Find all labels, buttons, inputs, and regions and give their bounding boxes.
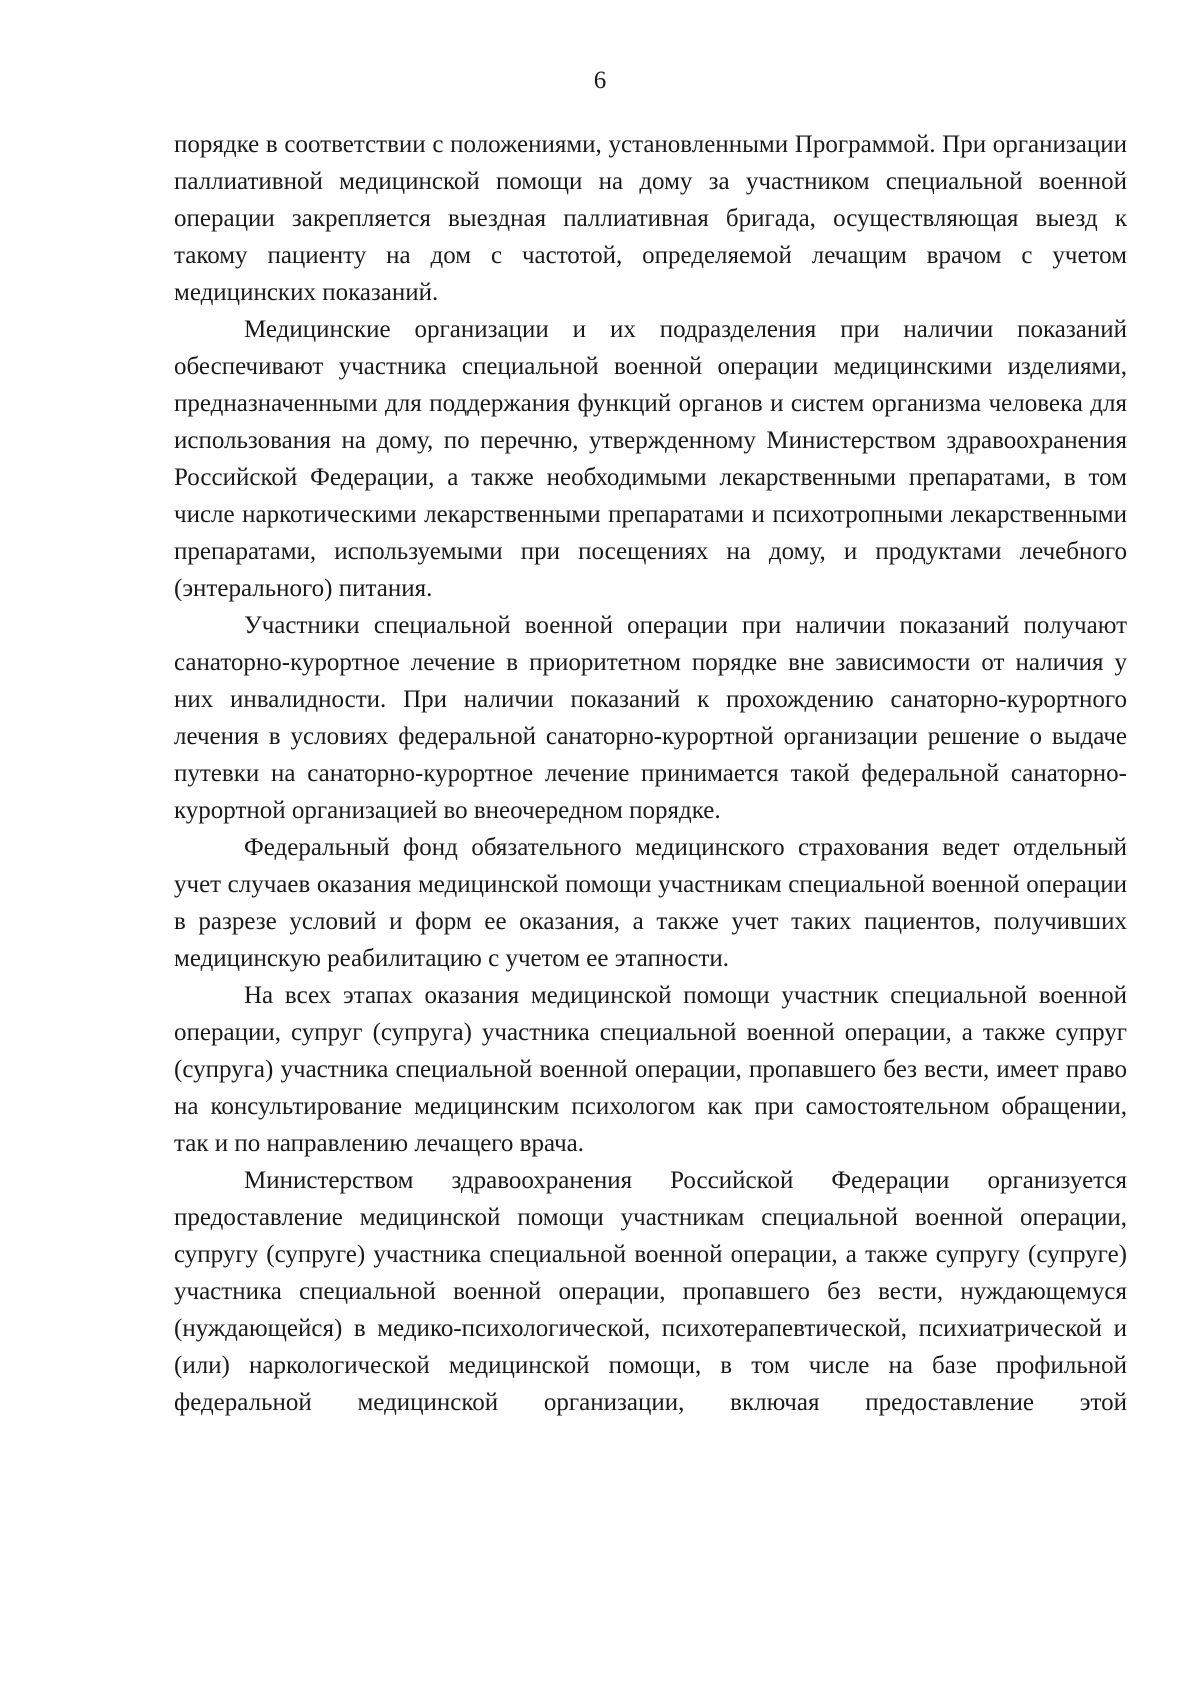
paragraph-1: порядке в соответствии с положениями, установленными Программой. При организации паллиативной медицинской помощи на дому за участником специальной военной операции закрепляется выездная паллиативная бригада, осуществляющая выезд к такому пациенту на дом с частотой, определяемой лечащим врачом с учетом медицинских показаний. — [174, 131, 1127, 306]
document-body — [174, 126, 1127, 1421]
paragraph-4: Федеральный фонд обязательного медицинского страхования ведет отдельный учет случаев оказания медицинской помощи участникам специальной военной операции в разрезе условий и форм ее оказания, а также учет таких пациентов, получивших медицинскую реабилитацию с учетом ее этапности. — [174, 834, 1127, 972]
page-number: 6 — [593, 67, 607, 94]
paragraph-2: Медицинские организации и их подразделения при наличии показаний обеспечивают участника специальной военной операции медицинскими изделиями, предназначенными для поддержания функций органов и систем организма человека для использования на дому, по перечню, утвержденному Министерством здравоохранения Российской Федерации, а также необходимыми лекарственными препаратами, в том числе наркотическими лекарственными препаратами и психотропными лекарственными препаратами, используемыми при посещениях на дому, и продуктами лечебного (энтерального) питания. — [174, 316, 1127, 602]
paragraph-3: Участники специальной военной операции при наличии показаний получают санаторно-курортное лечение в приоритетном порядке вне зависимости от наличия у них инвалидности. При наличии показаний к прохождению санаторно-курортного лечения в условиях федеральной санаторно-курортной организации решение о выдаче путевки на санаторно-курортное лечение принимается такой федеральной санаторно-курортной организацией во внеочередном порядке. — [174, 612, 1127, 824]
paragraph-5: На всех этапах оказания медицинской помощи участник специальной военной операции, супруг (супруга) участника специальной военной операции, а также супруг (супруга) участника специальной военной операции, пропавшего без вести, имеет право на консультирование медицинским психологом как при самостоятельном обращении, так и по направлению лечащего врача. — [174, 982, 1127, 1157]
paragraph-6: Министерством здравоохранения Российской Федерации организуется предоставление медицинской помощи участникам специальной военной операции, супругу (супруге) участника специальной военной операции, а также супругу (супруге) участника специальной военной операции, пропавшего без вести, нуждающемуся (нуждающейся) в медико-психологической, психотерапевтической, психиатрической и (или) наркологической медицинской помощи, в том числе на базе профильной федеральной медицинской организации, включая предоставление этой — [174, 1167, 1127, 1416]
